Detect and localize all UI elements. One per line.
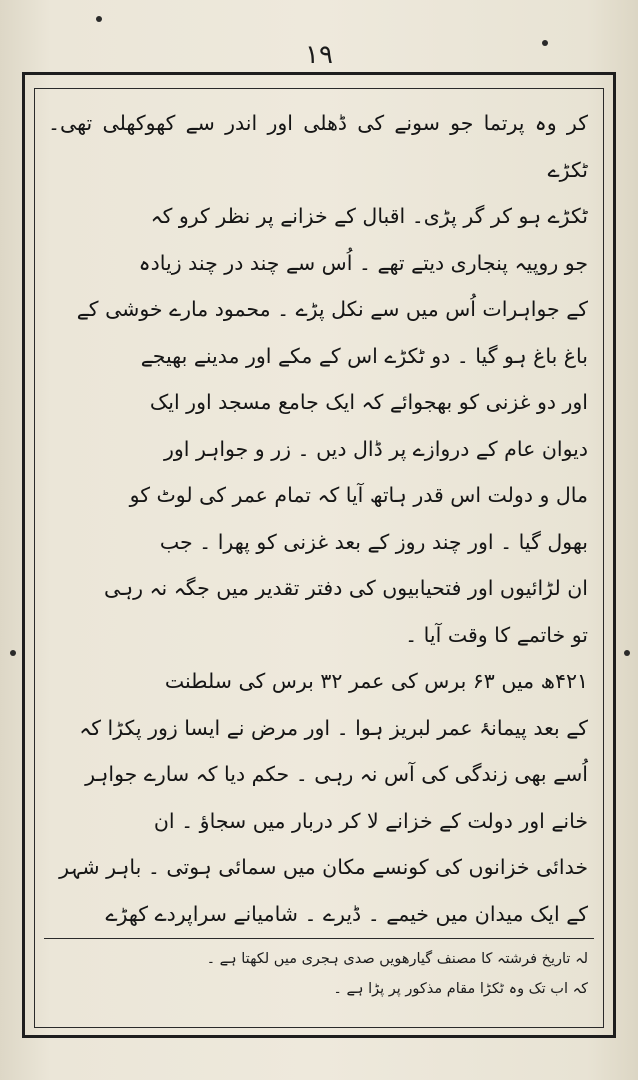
text-line: بھول گیا ۔ اور چند روز کے بعد غزنی کو پھرا ۔ جب: [159, 529, 588, 554]
ink-speck: [624, 650, 630, 656]
text-line: ۴۲۱ھ میں ۶۳ برس کی عمر ۳۲ برس کی سلطنت: [164, 669, 588, 693]
text-line: خدائی خزانوں کی کونسے مکان میں سمائی ہوتی ۔ باہر شہر: [59, 855, 588, 879]
text-line: کے ایک میدان میں خیمے ۔ ڈیرے ۔ شامیانے سراپردے کھڑے: [105, 901, 588, 926]
text-line: اور دو غزنی کو بھجوائے کہ ایک جامع مسجد اور ایک: [149, 390, 588, 414]
page-number: ۱۹: [305, 40, 333, 70]
footnote-line: کہ اب تک وہ ٹکڑا مقام مذکور پر پڑا ہے ۔: [333, 981, 588, 997]
text-line: باغ باغ ہو گیا ۔ دو ٹکڑے اس کے مکے اور مدینے بھیجے: [140, 343, 588, 368]
footnote-divider: [44, 938, 594, 939]
text-line: ان لڑائیوں اور فتحیابیوں کی دفتر تقدیر میں جگہ نہ رہی: [103, 576, 588, 600]
text-line: جو روپیہ پنجاری دیتے تھے ۔ اُس سے چند در چند زیادہ: [138, 250, 588, 275]
body-text: [48, 100, 588, 930]
text-line: کے بعد پیمانۂ عمر لبریز ہوا ۔ اور مرض نے ایسا زور پکڑا کہ: [79, 715, 588, 740]
text-line: مال و دولت اس قدر ہاتھ آیا کہ تمام عمر کی لوٹ کو: [129, 483, 588, 507]
text-line: تو خاتمے کا وقت آیا ۔: [405, 622, 588, 647]
text-line: ٹکڑے ہو کر گر پڑی۔ اقبال کے خزانے پر نظر کرو کہ: [150, 204, 588, 228]
text-line: کر وہ پرتما جو سونے کی ڈھلی اور اندر سے کھوکھلی تھی۔ ٹکڑے: [48, 111, 588, 182]
text-line: خانے اور دولت کے خزانے لا کر دربار میں سجاؤ ۔ ان: [153, 808, 588, 833]
footnote: [48, 944, 588, 1014]
text-line: اُسے بھی زندگی کی آس نہ رہی ۔ حکم دیا کہ سارے جواہر: [85, 762, 588, 786]
ink-speck: [10, 650, 16, 656]
text-line: کے جواہرات اُس میں سے نکل پڑے ۔ محمود مارے خوشی کے: [76, 297, 588, 321]
footnote-line: لہ تاریخ فرشتہ کا مصنف گیارھویں صدی ہجری میں لکھتا ہے ۔: [206, 951, 588, 967]
text-line: دیوان عام کے دروازے پر ڈال دیں ۔ زر و جواہر اور: [164, 436, 588, 461]
ink-speck: [96, 16, 102, 22]
